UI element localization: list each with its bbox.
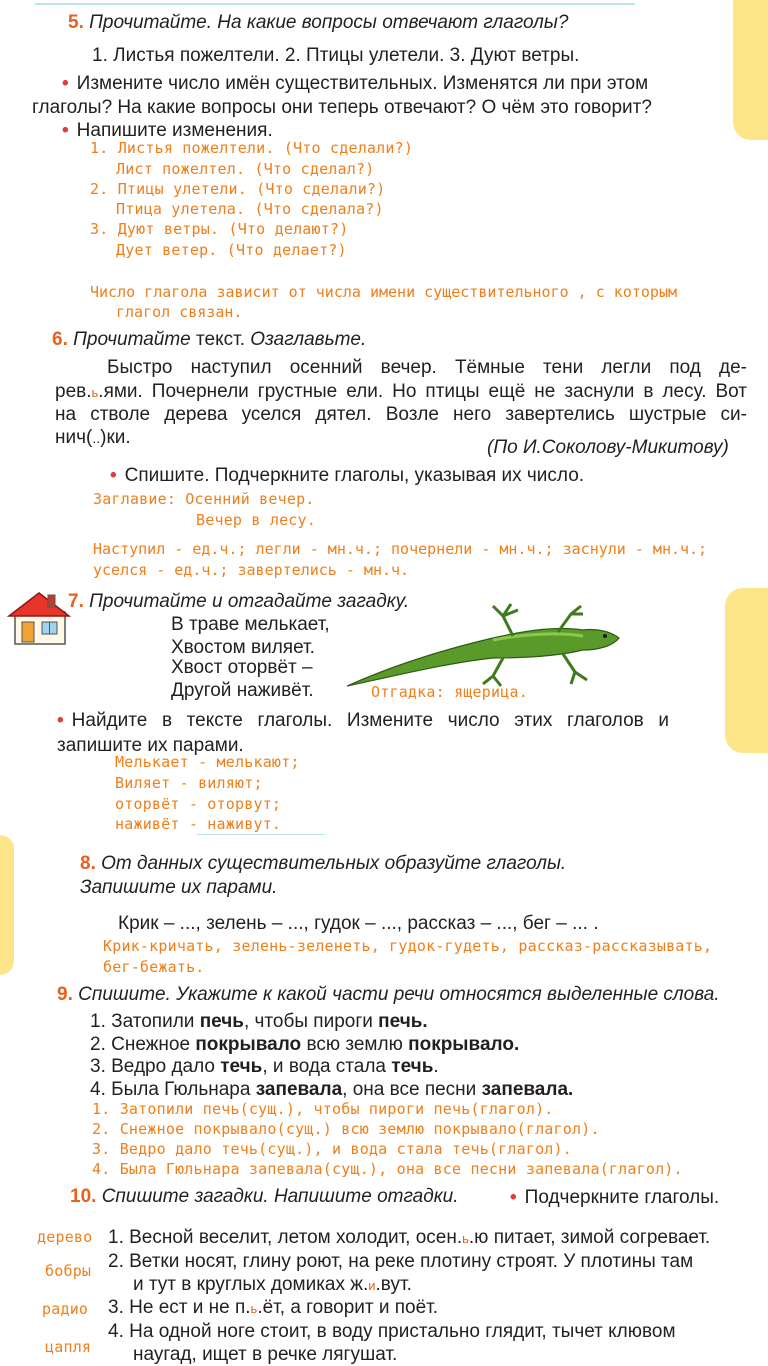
ex5-answer-5: 3. Дуют ветры. (Что делают?) [90, 220, 349, 238]
ex5-bullet1-line2: глаголы? На какие вопросы они теперь отвечают? О чём это говорит? [32, 97, 652, 118]
ex10-riddle-4: 4. На одной ноге стоит, в воду пристально глядит, тычет клювом [108, 1321, 676, 1342]
ex10-answer-3: радио [42, 1300, 89, 1318]
ex10-riddle-4-line2: наугад, ищет в речке лягушат. [133, 1344, 398, 1365]
ex9-number: 9. [57, 984, 73, 1005]
ex5-task [68, 12, 568, 34]
ex5-number: 5. [68, 12, 84, 33]
ex6-title-1: Заглавие: Осенний вечер. [93, 490, 315, 508]
top-rule [35, 3, 635, 5]
ex7-pair-3: оторвёт - оторвут; [115, 795, 282, 813]
ex6-text-line4: нич(..)ки. [55, 427, 131, 448]
ex9-answer-1: 1. Затопили печь(сущ.), чтобы пироги печь(глагол). [92, 1100, 554, 1118]
ex5-sentences: 1. Листья пожелтели. 2. Птицы улетели. 3. Дуют ветры. [92, 45, 580, 66]
ex8-words: Крик – ..., зелень – ..., гудок – ..., рассказ – ..., бег – ... . [118, 913, 599, 934]
ex5-answer-1: 1. Листья пожелтели. (Что сделали?) [90, 139, 414, 157]
ex9-sentence-4: 4. Была Гюльнара запевала, она все песни запевала. [90, 1079, 574, 1100]
ex5-task-text: Прочитайте. На какие вопросы отвечают глаголы? [89, 12, 569, 33]
ex5-answer-6: Дует ветер. (Что делает?) [116, 241, 347, 259]
ex5-answer-4: Птица улетела. (Что сделала?) [116, 200, 384, 218]
ex10-riddle-2: 2. Ветки носят, глину роют, на реке плотину строят. У плотины там [108, 1251, 694, 1272]
ex9-sentence-1: 1. Затопили печь, чтобы пироги печь. [90, 1011, 428, 1032]
bullet-icon: • [57, 710, 64, 731]
ex9-sentence-3: 3. Ведро дало течь, и вода стала течь. [90, 1056, 439, 1077]
ex10-task: 10. Спишите загадки. Напишите отгадки. [70, 1186, 459, 1207]
ex6-text-line2: рев.ь.ями. Почернели грустные ели. Но птицы ещё не заснули в лесу. Вот [55, 381, 747, 402]
ex7-number: 7. [68, 591, 84, 612]
home-icon [6, 590, 72, 646]
lizard-illustration [343, 600, 625, 692]
ex8-number: 8. [80, 853, 96, 874]
ex10-answer-2: бобры [45, 1262, 92, 1280]
ex6-bullet: • Спишите. Подчеркните глаголы, указывая их число. [110, 465, 585, 486]
ex5-answer-3: 2. Птицы улетели. (Что сделали?) [90, 180, 386, 198]
ex7-answer: Отгадка: ящерица. [371, 683, 528, 701]
ex7-task-text: Прочитайте и отгадайте загадку. [89, 591, 410, 612]
ex7-bullet-line2: запишите их парами. [57, 735, 244, 756]
ex10-riddle-3: 3. Не ест и не п.ь.ёт, а говорит и поёт. [108, 1297, 439, 1318]
ex6-verbs-2: уселся - ед.ч.; завертелись - мн.ч. [93, 561, 410, 579]
ex5-bullet2: • Напишите изменения. [62, 120, 273, 141]
ex9-answer-3: 3. Ведро дало течь(сущ.), и вода стала течь(глагол). [92, 1140, 572, 1158]
margin-tab-left [0, 835, 14, 975]
ex6-title-2: Вечер в лесу. [196, 511, 316, 529]
ex10-riddle-1: 1. Весной веселит, летом холодит, осен.ь.ю питает, зимой согревает. [108, 1227, 711, 1248]
ex10-number: 10. [70, 1186, 97, 1207]
ex10-bullet: • Подчеркните глаголы. [510, 1187, 720, 1208]
ex8-task-line2: Запишите их парами. [80, 877, 278, 898]
ex7-riddle-4: Другой наживёт. [171, 680, 314, 701]
ex5-conclusion-1: Число глагола зависит от числа имени существительного , с которым [90, 283, 677, 301]
ex5-answer-2: Лист пожелтел. (Что сделал?) [116, 160, 375, 178]
ex9-sentence-2: 2. Снежное покрывало всю землю покрывало. [90, 1034, 520, 1055]
ex7-riddle-2: Хвостом виляет. [171, 637, 315, 658]
ex10-riddle-2-line2: и тут в круглых домиках ж.и.вут. [133, 1274, 412, 1295]
ex6-verbs-1: Наступил - ед.ч.; легли - мн.ч.; почернели - мн.ч.; заснули - мн.ч.; [93, 540, 708, 558]
ex7-rule [197, 834, 325, 835]
ex9-answer-4: 4. Была Гюльнара запевала(сущ.), она все песни запевала(глагол). [92, 1160, 683, 1178]
ex7-pair-4: наживёт - наживут. [115, 815, 282, 833]
ex9-task: 9. Спишите. Укажите к какой части речи относятся выделенные слова. [57, 984, 720, 1005]
margin-tab-top [733, 0, 768, 140]
ex8-task: 8. От данных существительных образуйте глаголы. [80, 853, 567, 874]
bullet-icon: • [110, 465, 117, 486]
ex9-answer-2: 2. Снежное покрывало(сущ.) всю землю покрывало(глагол). [92, 1120, 600, 1138]
ex6-text-line3: на стволе дерева уселся дятел. Возле него завертелись шустрые си- [55, 404, 747, 425]
ex7-bullet: • Найдите в тексте глаголы. Измените число этих глаголов и [57, 710, 669, 731]
bullet-icon: • [510, 1187, 517, 1208]
ex6-task: 6. Прочитайте текст. Озаглавьте. [52, 329, 367, 350]
ex6-number: 6. [52, 329, 68, 350]
ex7-riddle-1: В траве мелькает, [171, 614, 330, 635]
ex10-answer-1: дерево [37, 1228, 93, 1246]
ex7-pair-1: Мелькает - мелькают; [115, 753, 300, 771]
ex8-answer-1: Крик-кричать, зелень-зеленеть, гудок-гудеть, рассказ-рассказывать, [103, 937, 713, 955]
margin-tab-middle [725, 588, 768, 753]
ex8-answer-2: бег-бежать. [103, 958, 205, 976]
ex6-text-line1: Быстро наступил осенний вечер. Тёмные тени легли под де- [107, 357, 747, 378]
ex5-bullet1: • Измените число имён существительных. Изменятся ли при этом [62, 73, 649, 94]
ex7-pair-2: Виляет - виляют; [115, 774, 263, 792]
bullet-icon: • [62, 73, 69, 94]
ex5-conclusion-2: глагол связан. [116, 303, 243, 321]
bullet-icon: • [62, 120, 69, 141]
ex7-riddle-3: Хвост оторвёт – [171, 657, 313, 678]
ex6-author: (По И.Соколову-Микитову) [487, 437, 729, 458]
ex10-answer-4: цапля [45, 1338, 92, 1356]
